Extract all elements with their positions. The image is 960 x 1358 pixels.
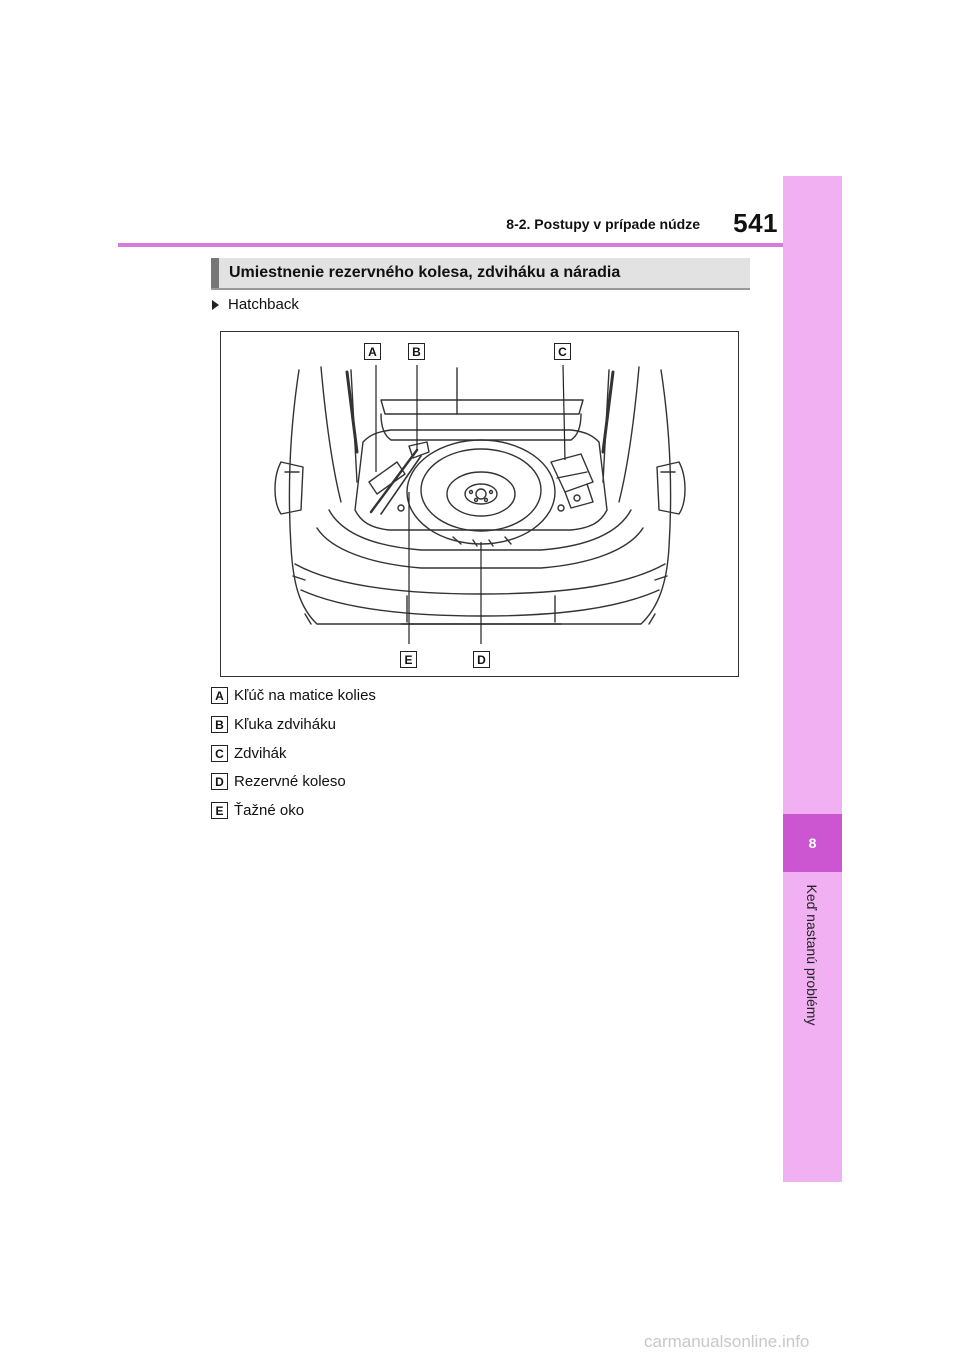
chapter-number-badge: 8 [783, 814, 842, 872]
legend-item-b [211, 716, 336, 733]
legend-key-c: C [211, 745, 228, 762]
legend-item-a [211, 687, 376, 704]
variant-bullet [212, 296, 299, 313]
legend-key-a: A [211, 687, 228, 704]
legend-key-d: D [211, 773, 228, 790]
page-number: 541 [733, 208, 778, 238]
trunk-illustration [220, 331, 739, 677]
legend-item-e [211, 802, 304, 819]
legend-key-b: B [211, 716, 228, 733]
site-watermark: carmanualsonline.info [644, 1332, 810, 1351]
car-trunk-drawing [221, 332, 740, 678]
figure-callout-c: C [554, 343, 571, 360]
legend-label-d: Rezervné koleso [234, 773, 346, 790]
legend-key-e: E [211, 802, 228, 819]
legend-label-a: Kľúč na matice kolies [234, 687, 376, 704]
figure-callout-d: D [473, 651, 490, 668]
legend-item-d [211, 773, 346, 790]
section-header: 8-2. Postupy v prípade núdze [506, 216, 700, 232]
legend-label-e: Ťažné oko [234, 802, 305, 819]
variant-label: Hatchback [228, 296, 299, 313]
triangle-bullet-icon [212, 300, 219, 310]
chapter-side-tab [783, 176, 842, 1182]
section-title-bar [211, 258, 750, 290]
legend-label-b: Kľuka zdviháku [234, 716, 336, 733]
legend-label-c: Zdvihák [234, 745, 287, 762]
chapter-title-vertical: Keď nastanú problémy [804, 884, 820, 1026]
section-title: Umiestnenie rezervného kolesa, zdviháku a náradia [229, 264, 621, 281]
figure-callout-a: A [364, 343, 381, 360]
legend-item-c [211, 745, 287, 762]
title-bar-accent [211, 258, 219, 288]
header-rule [118, 243, 783, 247]
figure-callout-b: B [408, 343, 425, 360]
figure-callout-e: E [400, 651, 417, 668]
